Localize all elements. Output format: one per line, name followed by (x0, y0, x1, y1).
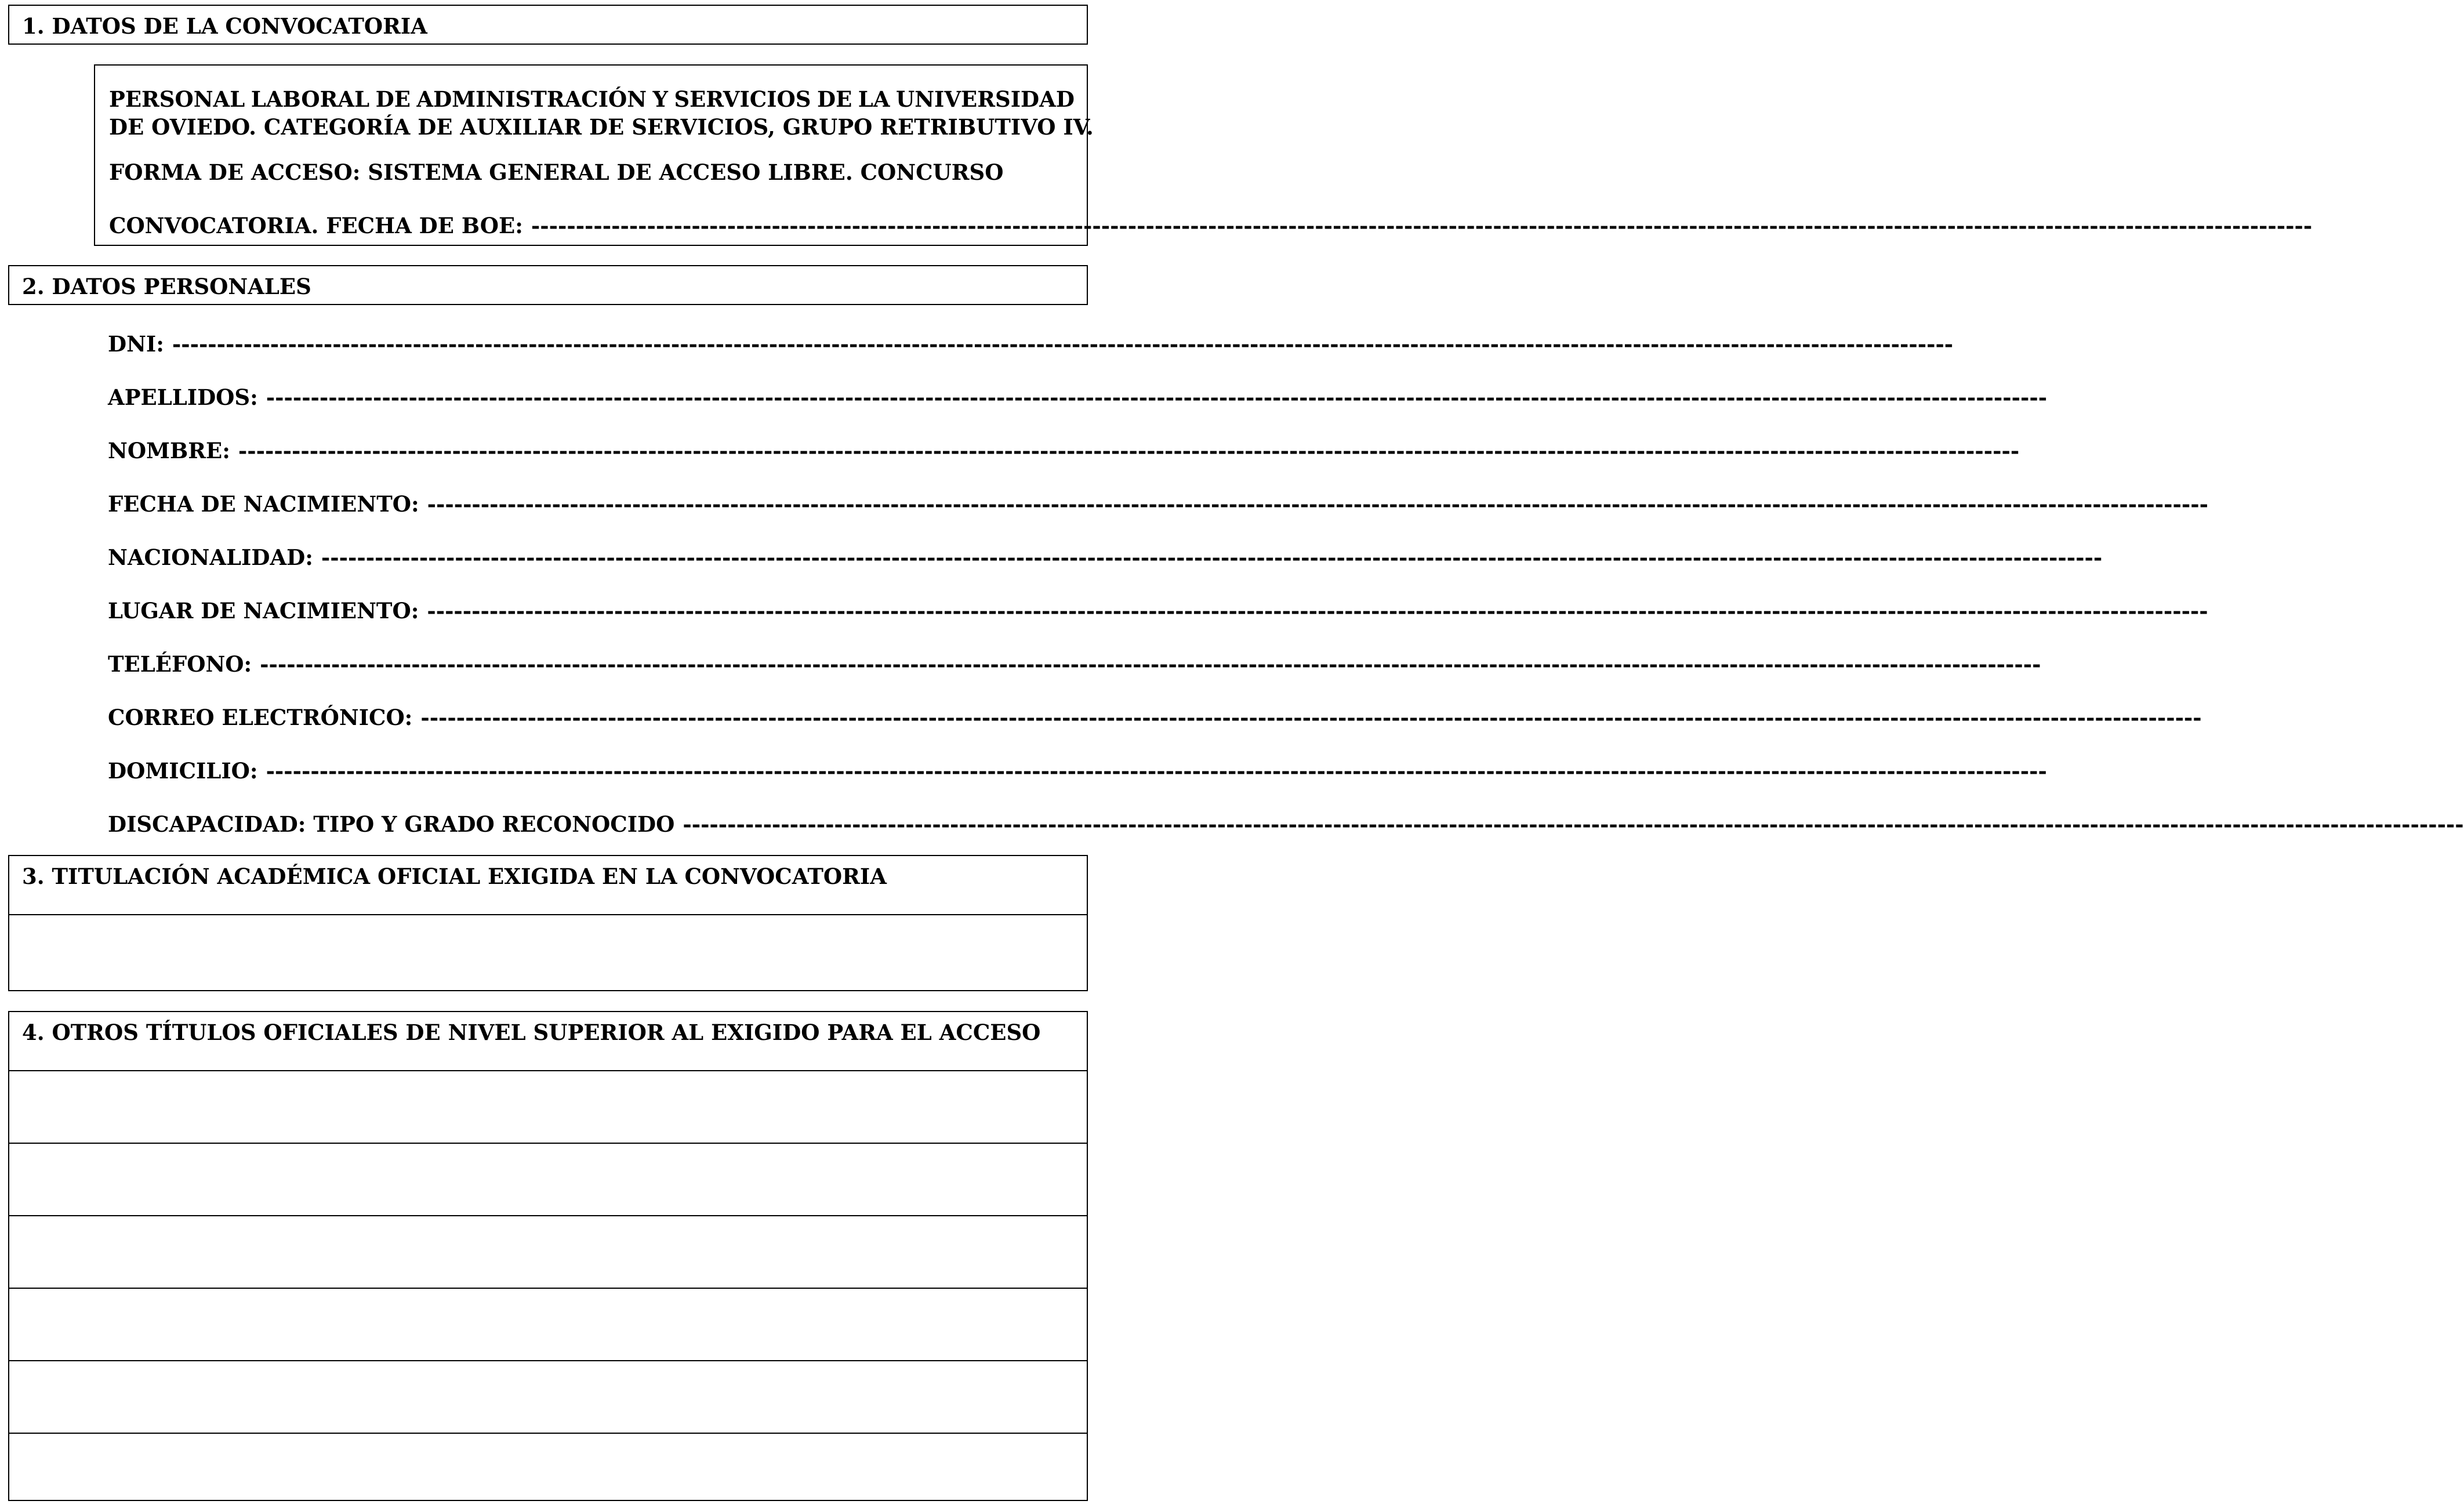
section-1-title: 1. DATOS DE LA CONVOCATORIA (22, 13, 427, 39)
convocatoria-line-1-word: ADMINISTRACIÓN (416, 86, 647, 112)
boe-date-label: CONVOCATORIA. FECHA DE BOE: (109, 213, 523, 238)
personal-field-label: DOMICILIO: (108, 758, 258, 784)
convocatoria-line-1-word: DE (817, 86, 852, 112)
otros-titulos-input-row[interactable] (9, 1216, 1087, 1286)
section-3-box (8, 855, 1088, 991)
convocatoria-line-1-word: Y (652, 86, 668, 112)
personal-field-fill-line[interactable]: -------------------------------------------------------------------------------------------------------------------------------------------------------------------------------------------------------- (266, 758, 2047, 784)
personal-field-row[interactable] (108, 331, 1954, 357)
personal-field-fill-line[interactable]: -------------------------------------------------------------------------------------------------------------------------------------------------------------------------------------------------------- (266, 385, 2048, 410)
convocatoria-line-1-word: SERVICIOS (674, 86, 811, 112)
personal-field-label: APELLIDOS: (108, 385, 258, 410)
personal-field-fill-line[interactable]: -------------------------------------------------------------------------------------------------------------------------------------------------------------------------------------------------------- (427, 491, 2208, 517)
personal-field-row[interactable] (108, 705, 2202, 730)
convocatoria-line-1-word: LABORAL (251, 86, 370, 112)
convocatoria-line-2-text: DE OVIEDO. CATEGORÍA DE AUXILIAR DE SERVICIOS, GRUPO RETRIBUTIVO IV. (109, 114, 1094, 140)
personal-field-fill-line[interactable]: -------------------------------------------------------------------------------------------------------------------------------------------------------------------------------------------------------- (427, 598, 2208, 624)
personal-field-label: LUGAR DE NACIMIENTO: (108, 598, 419, 624)
personal-field-row[interactable] (108, 385, 2048, 410)
personal-field-row[interactable] (108, 811, 2464, 837)
personal-field-row[interactable] (108, 545, 2103, 570)
convocatoria-line-1-word: UNIVERSIDAD (895, 86, 1075, 112)
boe-date-field[interactable] (109, 213, 2313, 238)
otros-titulos-input-row[interactable] (9, 1361, 1087, 1431)
personal-field-row[interactable] (108, 758, 2047, 784)
personal-field-row[interactable] (108, 651, 2041, 677)
personal-field-label: NACIONALIDAD: (108, 545, 313, 570)
section-1-header (8, 5, 1088, 45)
personal-field-fill-line[interactable]: -------------------------------------------------------------------------------------------------------------------------------------------------------------------------------------------------------- (420, 705, 2202, 730)
convocatoria-line-1 (109, 86, 1075, 112)
personal-field-row[interactable] (108, 598, 2208, 624)
convocatoria-line-1-word: LA (858, 86, 890, 112)
personal-field-fill-line[interactable]: -------------------------------------------------------------------------------------------------------------------------------------------------------------------------------------------------------- (683, 811, 2464, 837)
personal-field-label: DNI: (108, 331, 164, 357)
otros-titulos-input-row[interactable] (9, 1144, 1087, 1213)
personal-field-fill-line[interactable]: -------------------------------------------------------------------------------------------------------------------------------------------------------------------------------------------------------- (238, 438, 2020, 463)
section-2-header (8, 265, 1088, 305)
personal-field-fill-line[interactable]: -------------------------------------------------------------------------------------------------------------------------------------------------------------------------------------------------------- (321, 545, 2103, 570)
personal-field-label: FECHA DE NACIMIENTO: (108, 491, 419, 517)
personal-field-label: DISCAPACIDAD: TIPO Y GRADO RECONOCIDO (108, 811, 675, 837)
convocatoria-line-2 (109, 114, 1094, 140)
personal-field-label: TELÉFONO: (108, 651, 252, 677)
section-2-title: 2. DATOS PERSONALES (22, 274, 311, 299)
convocatoria-line-3 (109, 162, 1075, 183)
convocatoria-details-box (94, 64, 2313, 246)
titulacion-input-area[interactable] (9, 915, 1087, 990)
personal-field-fill-line[interactable]: -------------------------------------------------------------------------------------------------------------------------------------------------------------------------------------------------------- (172, 331, 1954, 357)
boe-date-fill-line[interactable]: -------------------------------------------------------------------------------------------------------------------------------------------------------------------------------------------------------- (531, 213, 2313, 238)
convocatoria-line-1-word: PERSONAL (109, 86, 245, 112)
personal-field-label: NOMBRE: (108, 438, 230, 463)
section-4-title: 4. OTROS TÍTULOS OFICIALES DE NIVEL SUPERIOR AL EXIGIDO PARA EL ACCESO (22, 1020, 1041, 1045)
section-4-box (8, 1011, 1088, 1501)
otros-titulos-input-row[interactable] (9, 1289, 1087, 1358)
convocatoria-line-1-word: DE (375, 86, 411, 112)
otros-titulos-input-row[interactable] (9, 1434, 1087, 1503)
personal-field-label: CORREO ELECTRÓNICO: (108, 705, 413, 730)
otros-titulos-input-row[interactable] (9, 1071, 1087, 1141)
convocatoria-line-3-text: FORMA DE ACCESO: SISTEMA GENERAL DE ACCESO LIBRE. CONCURSO (109, 160, 1004, 185)
section-3-title: 3. TITULACIÓN ACADÉMICA OFICIAL EXIGIDA EN LA CONVOCATORIA (22, 864, 887, 889)
personal-field-row[interactable] (108, 438, 2020, 463)
personal-field-fill-line[interactable]: -------------------------------------------------------------------------------------------------------------------------------------------------------------------------------------------------------- (260, 651, 2041, 677)
personal-field-row[interactable] (108, 491, 2208, 517)
